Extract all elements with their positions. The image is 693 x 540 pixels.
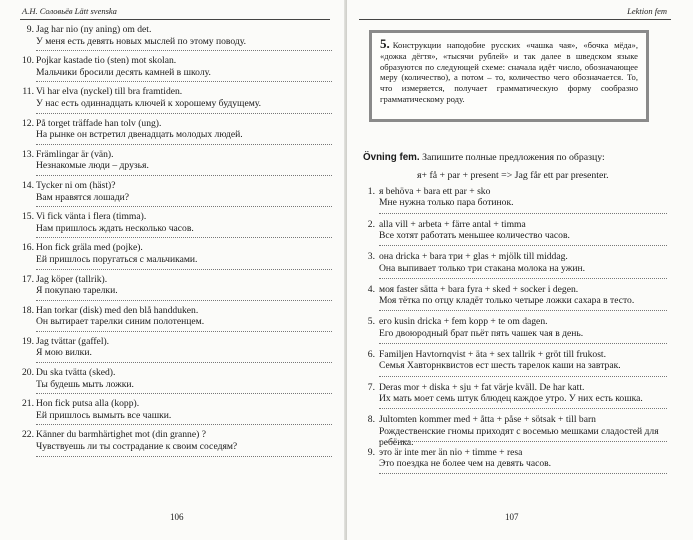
swedish-sentence: Pojkar kastade tio (sten) mot skolan. — [36, 55, 177, 67]
russian-translation: На рынке он встретил двенадцать молодых людей. — [36, 129, 243, 141]
item-number: 2. — [367, 218, 375, 230]
answer-line[interactable] — [36, 269, 332, 270]
answer-line[interactable] — [379, 213, 667, 214]
exercise-item — [20, 149, 332, 180]
russian-translation: Он вытирает тарелки синим полотенцем. — [36, 316, 205, 328]
russian-translation: Я мою вилки. — [36, 347, 92, 359]
russian-translation: Семья Хавторнквистов ест шесть тарелок каши на завтрак. — [379, 360, 621, 372]
russian-translation: Ты будешь мыть ложки. — [36, 378, 134, 390]
swedish-sentence: я behöva + bara ett par + sko — [379, 186, 491, 197]
swedish-sentence: Känner du barmhärtighet mot (din granne) ? — [36, 429, 206, 441]
swedish-sentence: Hon fick gräla med (pojke). — [36, 242, 143, 254]
item-number: 14. — [22, 179, 34, 191]
swedish-sentence: Du ska tvätta (sked). — [36, 367, 116, 379]
russian-translation: Ей пришлось вымыть все чашки. — [36, 409, 172, 421]
rule-number: 5. — [380, 36, 390, 51]
swedish-sentence: Jag har nio (ny aning) om det. — [36, 24, 152, 35]
swedish-sentence: это är inte mer än nio + timme + resa — [379, 446, 523, 458]
swedish-sentence: Vi har elva (nyckel) till bra framtiden. — [36, 86, 183, 98]
answer-line[interactable] — [36, 237, 332, 238]
exercise-item — [20, 367, 332, 398]
answer-line[interactable] — [379, 376, 667, 377]
russian-translation: У нас есть одиннадцать ключей к хорошему будущему. — [36, 97, 262, 109]
item-number: 11. — [22, 86, 34, 98]
item-number: 17. — [22, 273, 34, 285]
item-number: 21. — [22, 398, 34, 410]
russian-translation: Мне нужна только пара ботинок. — [379, 197, 514, 209]
exercise-item — [20, 118, 332, 149]
item-number: 6. — [367, 348, 375, 360]
swedish-sentence: Hon fick putsa alla (kopp). — [36, 398, 140, 410]
exercise-item — [20, 336, 332, 367]
answer-line[interactable] — [36, 81, 332, 82]
exercise-list-right — [361, 186, 673, 479]
answer-line[interactable] — [36, 331, 332, 332]
exercise-item — [20, 305, 332, 336]
swedish-sentence: Deras mor + diska + sju + fat värje kväll. De har katt. — [379, 381, 585, 393]
grammar-rule-box — [369, 30, 649, 122]
item-number: 4. — [367, 283, 375, 295]
swedish-sentence: Främlingar är (vän). — [36, 148, 114, 160]
russian-translation: Мальчики бросили десять камней в школу. — [36, 66, 211, 78]
answer-line[interactable] — [379, 408, 667, 409]
russian-translation: Это поездка не более чем на девять часов. — [379, 458, 552, 470]
item-number: 9. — [26, 24, 34, 35]
header-rule — [359, 19, 671, 20]
russian-translation: Незнакомые люди – друзья. — [36, 160, 149, 172]
item-number: 12. — [22, 117, 34, 129]
item-number: 19. — [22, 335, 34, 347]
answer-line[interactable] — [36, 50, 332, 51]
swedish-sentence: Tycker ni om (häst)? — [36, 179, 116, 191]
russian-translation: Его двоюродный брат пьёт пять чашек чая в день. — [379, 327, 584, 339]
running-head-right: Lektion fem — [627, 6, 667, 16]
page-number-left: 106 — [170, 512, 184, 522]
exercise-item — [20, 211, 332, 242]
answer-line[interactable] — [379, 245, 667, 246]
item-number: 22. — [22, 429, 34, 441]
exercise-item — [20, 274, 332, 305]
russian-translation: Чувствуешь ли ты сострадание к своим соседям? — [36, 441, 238, 453]
exercise-title: Övning fem. — [363, 152, 420, 163]
rule-text: Конструкции наподобие русских «чашка чая», «бочка мёда», «дожка дёгтя», «тысячи рублей» и так далее в шведском языке образуются по следующей схеме: сначала идёт число, обозначающее меру (количество), а потом – то, количество чего обозначается. То, что измеряется, получает грамматическую форму сообразно грамматическому роду. — [380, 40, 638, 104]
swedish-sentence: Jag tvättar (gaffel). — [36, 335, 110, 347]
answer-line[interactable] — [36, 456, 332, 457]
item-number: 1. — [367, 186, 375, 197]
left-page — [0, 0, 346, 540]
exercise-item — [361, 447, 673, 480]
russian-translation: Я покупаю тарелки. — [36, 285, 118, 297]
exercise-item — [361, 382, 673, 415]
swedish-sentence: Familjen Havtornqvist + äta + sex tallrik + gröt till frukost. — [379, 348, 606, 360]
item-number: 3. — [367, 251, 375, 263]
item-number: 10. — [22, 55, 34, 67]
answer-line[interactable] — [379, 441, 667, 442]
answer-line[interactable] — [379, 310, 667, 311]
swedish-sentence: моя faster sätta + bara fyra + sked + socker i degen. — [379, 283, 579, 295]
exercise-item — [20, 242, 332, 273]
item-number: 16. — [22, 242, 34, 254]
item-number: 20. — [22, 367, 34, 379]
exercise-item — [20, 398, 332, 429]
answer-line[interactable] — [36, 175, 332, 176]
russian-translation: Она выпивает только три стакана молока на ужин. — [379, 262, 586, 274]
exercise-item — [361, 349, 673, 382]
russian-translation: Их мать моет семь штук блюдец каждое утро. У них есть кошка. — [379, 392, 643, 404]
running-head-left: А.Н. Соловьёв Lätt svenska — [22, 6, 117, 16]
right-page — [347, 0, 693, 540]
exercise-item — [361, 251, 673, 284]
item-number: 7. — [367, 381, 375, 393]
answer-line[interactable] — [379, 473, 667, 474]
answer-line[interactable] — [36, 393, 332, 394]
exercise-item — [20, 24, 332, 55]
answer-line[interactable] — [36, 362, 332, 363]
item-number: 18. — [22, 304, 34, 316]
page-number-right: 107 — [505, 512, 519, 522]
answer-line[interactable] — [36, 144, 332, 145]
exercise-instruction: Запишите полные предложения по образцу: — [422, 152, 605, 163]
answer-line[interactable] — [36, 300, 332, 301]
russian-translation: Моя тётка по отцу кладёт только четыре ложки сахара в тесто. — [379, 295, 635, 307]
item-number: 15. — [22, 211, 34, 223]
russian-translation: Нам пришлось ждать несколько часов. — [36, 222, 194, 234]
swedish-sentence: Jag köper (tallrik). — [36, 273, 108, 285]
swedish-sentence: På torget träffade han tolv (ung). — [36, 117, 162, 129]
exercise-pattern: я+ få + par + present => Jag får ett par presenter. — [417, 170, 609, 181]
exercise-heading — [363, 152, 605, 163]
swedish-sentence: она dricka + bara три + glas + mjölk till middag. — [379, 251, 568, 263]
russian-translation: Ей пришлось поругаться с мальчиками. — [36, 253, 198, 265]
swedish-sentence: alla vill + arbeta + färre antal + timma — [379, 218, 526, 230]
item-number: 9. — [367, 446, 375, 458]
exercise-item — [361, 284, 673, 317]
exercise-item — [20, 429, 332, 460]
exercise-item — [20, 86, 332, 117]
header-rule — [20, 19, 330, 20]
swedish-sentence: Jultomten kommer med + åtta + påse + sötsak + till barn — [379, 414, 596, 426]
swedish-sentence: его kusin dricka + fem kopp + te om dagen. — [379, 316, 548, 328]
russian-translation: У меня есть девять новых мыслей по этому поводу. — [36, 35, 246, 47]
item-number: 13. — [22, 148, 34, 160]
answer-line[interactable] — [36, 113, 332, 114]
answer-line[interactable] — [379, 278, 667, 279]
exercise-item — [20, 55, 332, 86]
swedish-sentence: Han torkar (disk) med den blå handduken. — [36, 304, 199, 316]
answer-line[interactable] — [379, 343, 667, 344]
exercise-item — [361, 414, 673, 447]
russian-translation: Вам нравятся лошади? — [36, 191, 130, 203]
exercise-item — [361, 186, 673, 219]
exercise-list-left — [20, 24, 332, 461]
item-number: 5. — [367, 316, 375, 328]
answer-line[interactable] — [36, 424, 332, 425]
swedish-sentence: Vi fick vänta i flera (timma). — [36, 211, 147, 223]
exercise-item — [361, 316, 673, 349]
russian-translation: Все хотят работать меньшее количество часов. — [379, 230, 570, 241]
russian-translation: Рождественские гномы приходят с восемью мешками сладостей для ребёнка. — [379, 425, 659, 448]
exercise-item — [361, 219, 673, 252]
answer-line[interactable] — [36, 206, 332, 207]
item-number: 8. — [367, 414, 375, 426]
exercise-item — [20, 180, 332, 211]
